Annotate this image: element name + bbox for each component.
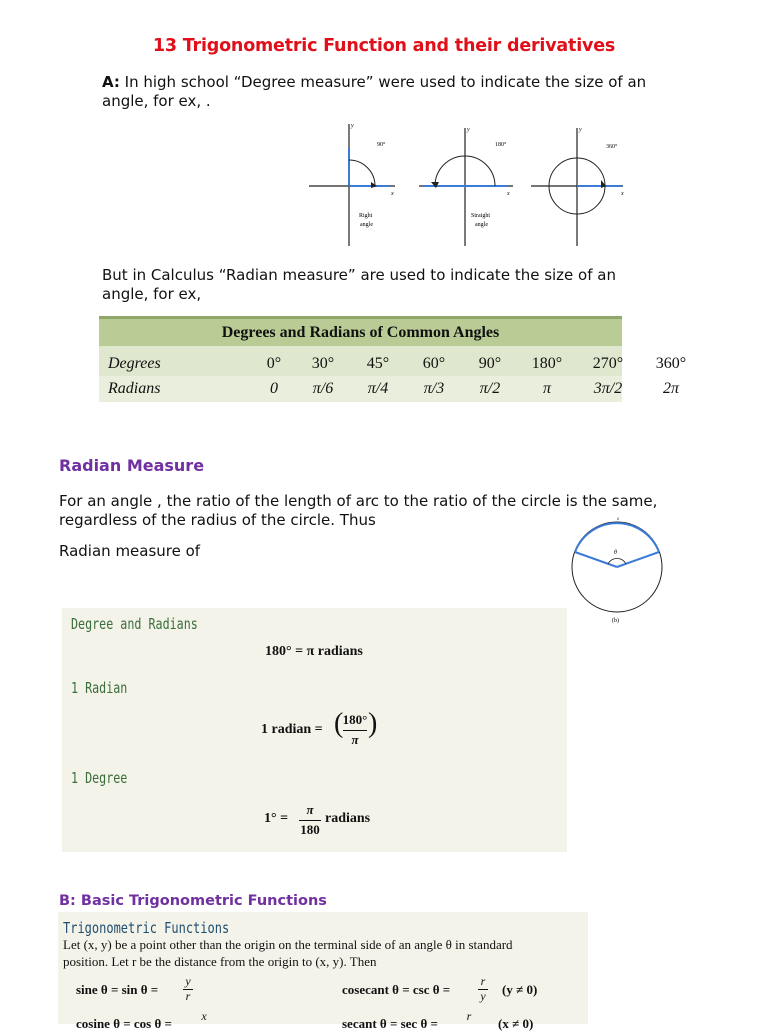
theta-label: θ	[614, 550, 617, 556]
angle-figure	[305, 118, 635, 250]
calculus-line2: angle, for ex,	[102, 285, 202, 303]
fraction-denominator: 180	[300, 822, 320, 837]
trig-functions-box	[58, 912, 588, 1031]
fraction-bar	[343, 730, 367, 731]
table-cell-degree: 360°	[655, 355, 687, 372]
s-label: s	[617, 517, 619, 522]
table-row-radians	[99, 376, 679, 402]
page-title: 13 Trigonometric Function and their derivatives	[152, 36, 616, 56]
calculus-text	[102, 266, 702, 304]
caption-straight-1: Straight	[471, 213, 490, 219]
fraction-numerator: π	[306, 802, 314, 817]
section-a-text	[102, 73, 702, 111]
label-360: 360°	[606, 144, 618, 150]
fraction-numerator: 180°	[342, 712, 368, 727]
fraction-numerator: r	[466, 1009, 472, 1023]
table-cell-radian: π/6	[312, 380, 334, 397]
table-cell-radian: π	[542, 380, 551, 397]
table-cell-radian: 0	[270, 380, 278, 397]
table-cell-radian: π/3	[423, 380, 445, 397]
radian-measure-heading: Radian Measure	[59, 456, 205, 475]
fraction-numerator: r	[480, 974, 486, 988]
table-row-degrees	[99, 351, 687, 378]
fraction-numerator: x	[201, 1009, 207, 1023]
caption-right-1: Right	[359, 213, 373, 219]
section-b-heading: B: Basic Trigonometric Functions	[59, 893, 327, 909]
radius-line	[617, 552, 659, 567]
table-title: Degrees and Radians of Common Angles	[99, 319, 622, 346]
section-a-label: A:	[102, 73, 120, 91]
radius-line	[575, 552, 617, 567]
row-label: Radians	[108, 380, 161, 397]
radian-circle-figure	[566, 512, 668, 628]
fraction-denominator: π	[351, 732, 359, 747]
paren-left-icon: (	[334, 708, 344, 739]
figure-caption: (b)	[612, 618, 619, 624]
fraction-numerator: y	[185, 974, 191, 988]
equation-1-degree: 1° =	[264, 811, 289, 826]
axis-y-label: y	[467, 127, 470, 133]
cosecant-condition: (y ≠ 0)	[502, 982, 538, 997]
table-cell-radian: 2π	[662, 380, 679, 397]
radians-word: radians	[325, 811, 371, 826]
table-cell-radian: 3π/2	[593, 380, 623, 397]
subheading-1-radian: 1 Radian	[71, 679, 128, 697]
axis-x-label: x	[507, 191, 510, 197]
trig-box-heading: Trigonometric Functions	[63, 919, 230, 937]
table-cell-radian: π/2	[479, 380, 501, 397]
trig-definition-line1: Let (x, y) be a point other than the origin on the terminal side of an angle θ in standard	[63, 937, 513, 952]
degree-radians-box	[62, 608, 567, 852]
label-180: 180°	[495, 142, 507, 148]
arc-s	[575, 523, 659, 552]
caption-straight-2: angle	[475, 222, 488, 228]
fraction-denominator: r	[185, 989, 191, 1003]
label-90: 90°	[377, 142, 386, 148]
caption-right-2: angle	[360, 222, 373, 228]
paren-right-icon: )	[368, 708, 378, 739]
section-a-line1: In high school “Degree measure” were used to indicate the size of an	[119, 73, 647, 91]
radian-line3: Radian measure of	[59, 542, 201, 560]
box-heading: Degree and Radians	[71, 615, 198, 633]
equation-1-radian: 1 radian =	[261, 722, 323, 737]
calculus-line1: But in Calculus “Radian measure” are used to indicate the size of an	[102, 266, 616, 284]
table-cell-radian: π/4	[367, 380, 389, 397]
table-cell-degree: 0°	[266, 355, 282, 372]
trig-definition-line2: position. Let r be the distance from the origin to (x, y). Then	[63, 954, 377, 969]
cosine-definition: cosine θ = cos θ =	[76, 1016, 172, 1031]
axis-x-label: x	[391, 191, 394, 197]
secant-definition: secant θ = sec θ =	[342, 1016, 438, 1031]
row-label: Degrees	[108, 355, 161, 372]
theta-arc	[608, 558, 626, 564]
secant-condition: (x ≠ 0)	[498, 1016, 534, 1031]
subheading-1-degree: 1 Degree	[71, 769, 128, 787]
axis-x-label: x	[621, 191, 624, 197]
equation-180-pi: 180° = π radians	[265, 644, 363, 659]
section-a-line2: angle, for ex, .	[102, 92, 211, 110]
sine-definition: sine θ = sin θ =	[76, 982, 159, 997]
table-cell-degree: 90°	[478, 355, 502, 372]
table-cell-degree: 45°	[366, 355, 390, 372]
table-cell-degree: 270°	[592, 355, 624, 372]
fraction-denominator: y	[480, 989, 486, 1003]
cosecant-definition: cosecant θ = csc θ =	[342, 982, 451, 997]
radian-line2: regardless of the radius of the circle. Thus	[59, 511, 376, 529]
degrees-radians-table	[99, 316, 687, 401]
axis-y-label: y	[579, 127, 582, 133]
table-cell-degree: 60°	[422, 355, 446, 372]
table-cell-degree: 180°	[531, 355, 563, 372]
axis-y-label: y	[351, 123, 354, 129]
table-cell-degree: 30°	[311, 355, 335, 372]
radian-line1: For an angle , the ratio of the length of arc to the ratio of the circle is the same,	[59, 492, 658, 510]
fraction-bar	[299, 820, 321, 821]
